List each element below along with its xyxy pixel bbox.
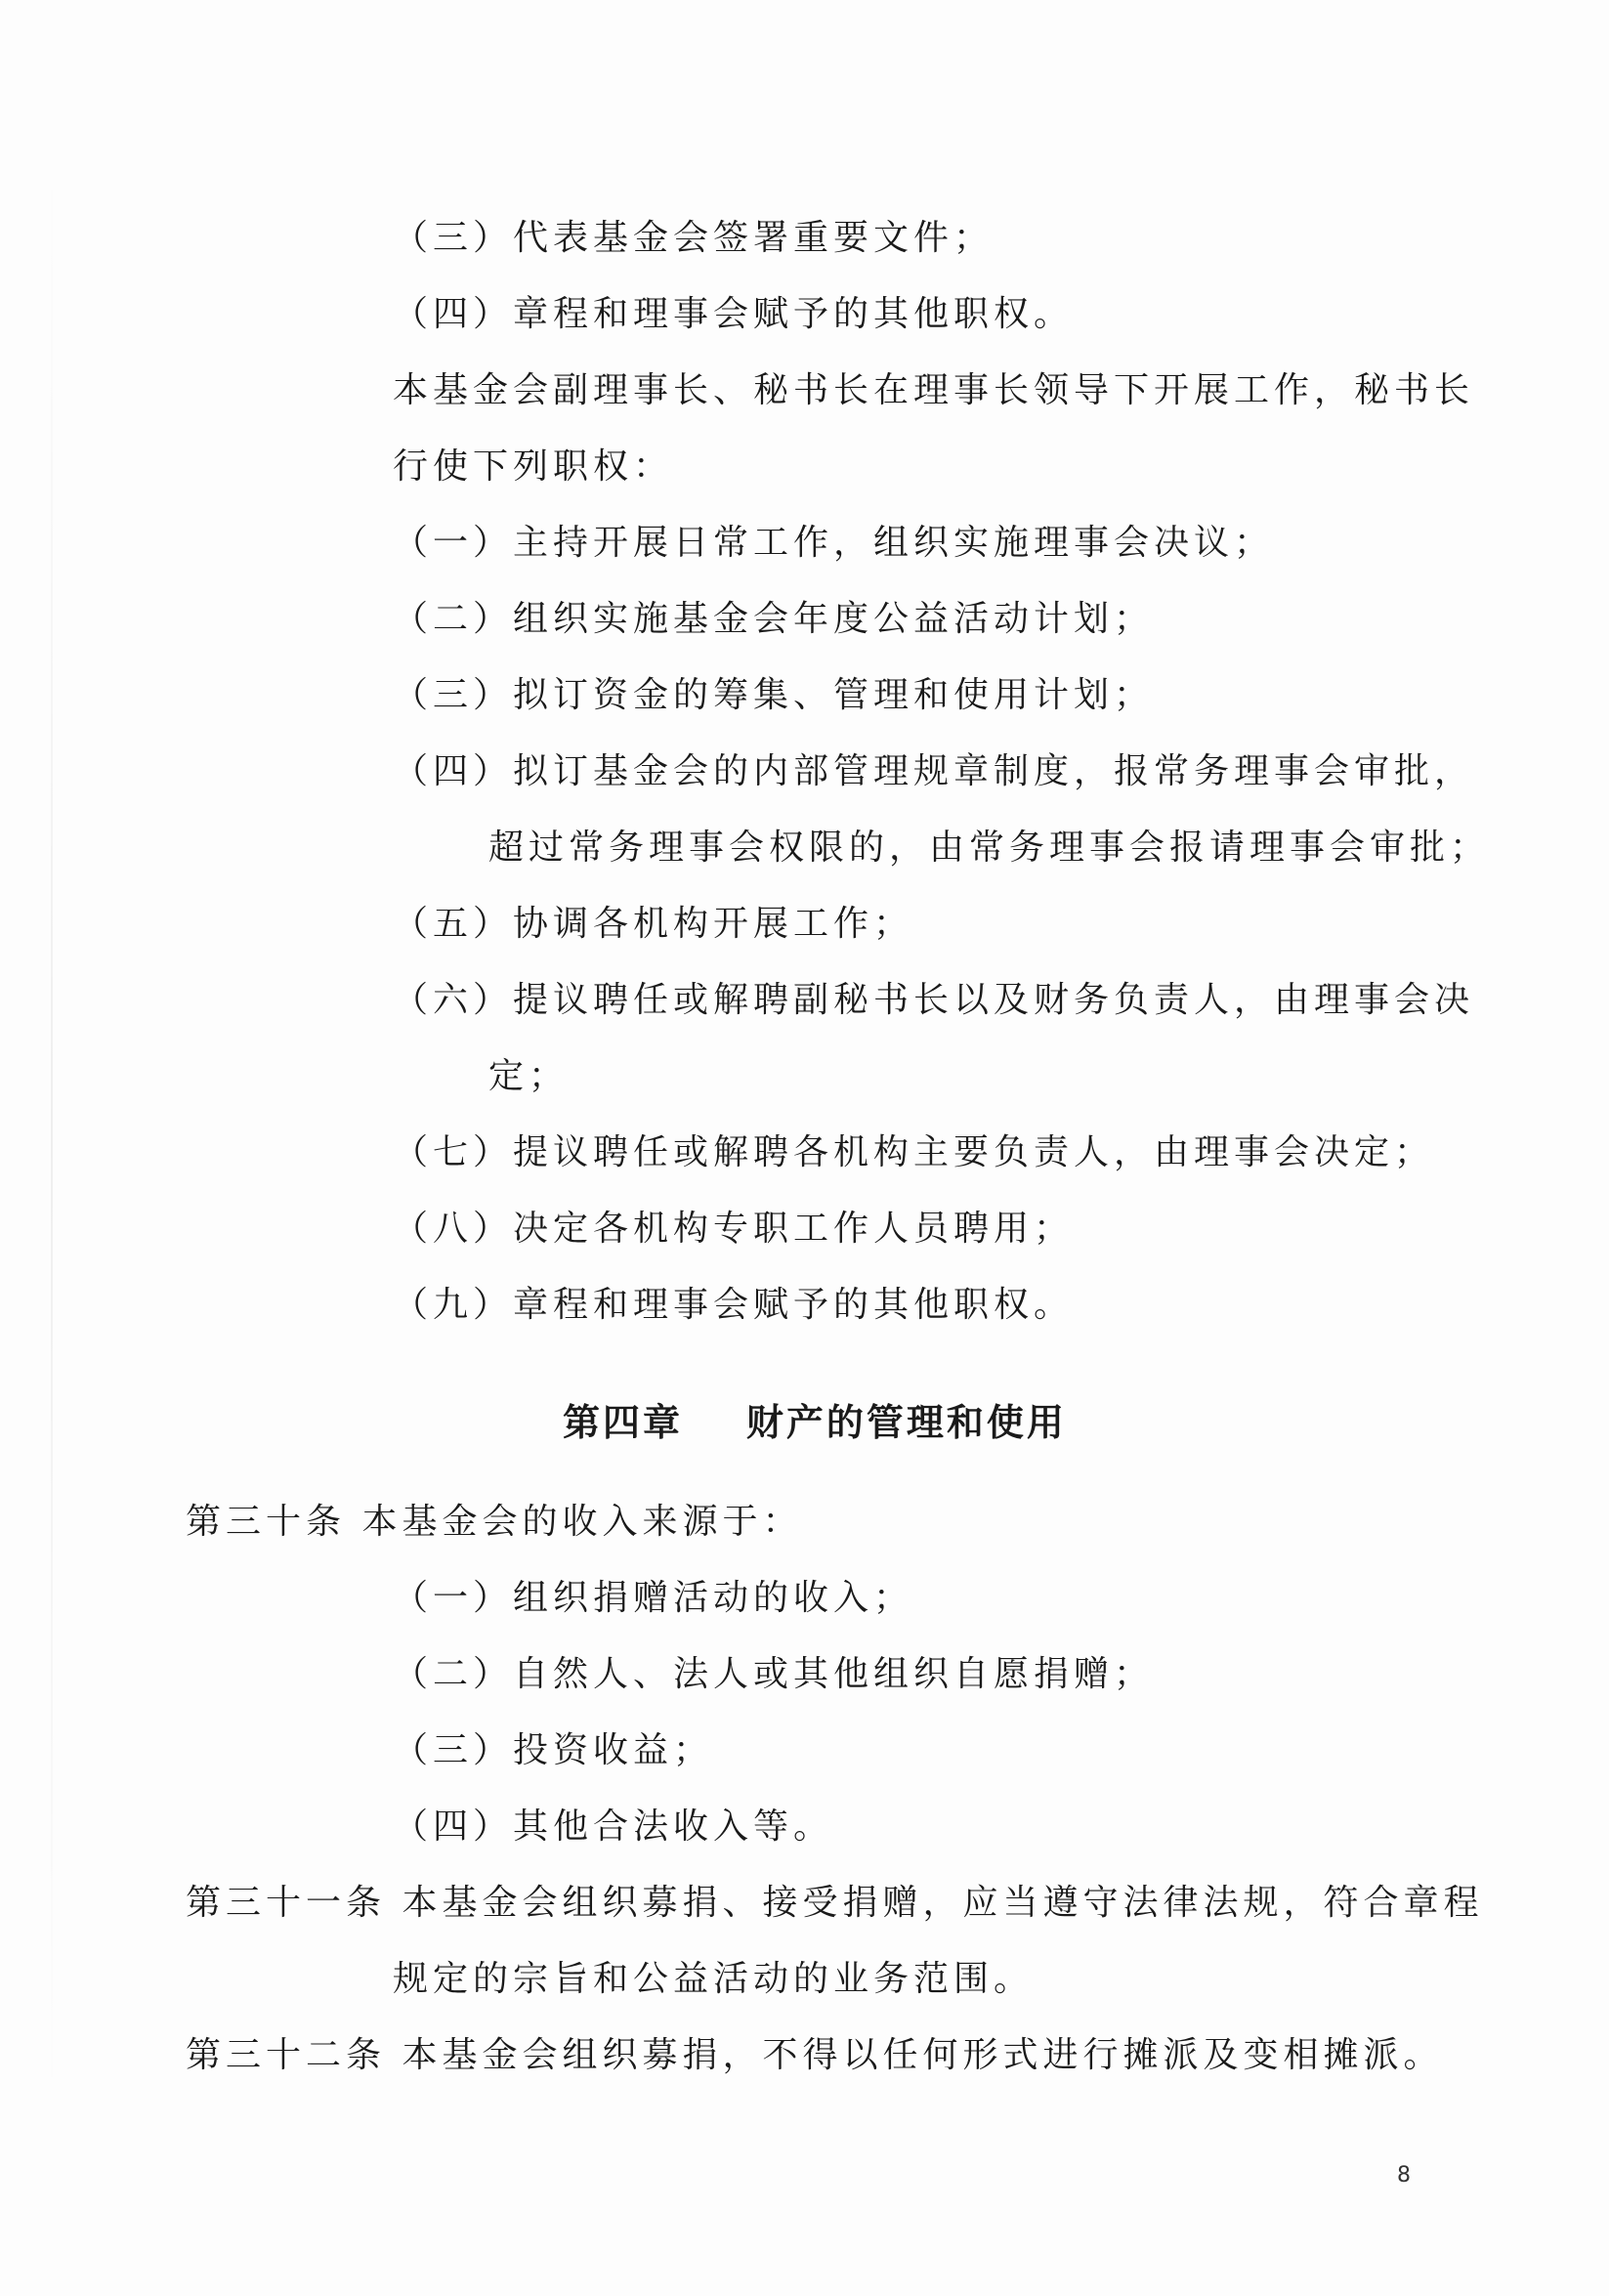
text-line: （四）章程和理事会赋予的其他职权。 <box>393 294 1075 334</box>
text-line: （五）协调各机构开展工作； <box>393 904 914 944</box>
text-line: （二）组织实施基金会年度公益活动计划； <box>393 599 1155 639</box>
article-line: 第三十二条 本基金会组织募捐，不得以任何形式进行摊派及变相摊派。 <box>186 2035 1444 2075</box>
text-line: 行使下列职权： <box>393 446 674 487</box>
text-line: （四）拟订基金会的内部管理规章制度，报常务理事会审批， <box>393 751 1475 791</box>
article-line: 规定的宗旨和公益活动的业务范围。 <box>393 1959 1035 1999</box>
text-line: （三）拟订资金的筹集、管理和使用计划； <box>393 675 1155 715</box>
article-line: （三）投资收益； <box>393 1730 714 1770</box>
page-number: 8 <box>1397 2163 1411 2188</box>
article-line: （一）组织捐赠活动的收入； <box>393 1578 914 1618</box>
text-line: 定； <box>488 1056 570 1096</box>
chapter-heading: 第四章 财产的管理和使用 <box>563 1401 1067 1444</box>
article-line: 第三十一条 本基金会组织募捐、接受捐赠，应当遵守法律法规，符合章程 <box>186 1883 1484 1923</box>
text-line: 本基金会副理事长、秘书长在理事长领导下开展工作，秘书长 <box>393 370 1475 410</box>
article-line: （二）自然人、法人或其他组织自愿捐赠； <box>393 1654 1155 1694</box>
text-line: （八）决定各机构专职工作人员聘用； <box>393 1209 1075 1249</box>
article-line: （四）其他合法收入等。 <box>393 1807 834 1847</box>
article-line: 第三十条 本基金会的收入来源于： <box>186 1502 803 1542</box>
text-line: （九）章程和理事会赋予的其他职权。 <box>393 1285 1075 1325</box>
text-line: （三）代表基金会签署重要文件； <box>393 218 995 258</box>
text-line: （七）提议聘任或解聘各机构主要负责人，由理事会决定； <box>393 1132 1435 1172</box>
text-line: （一）主持开展日常工作，组织实施理事会决议； <box>393 523 1275 563</box>
text-line: （六）提议聘任或解聘副秘书长以及财务负责人，由理事会决 <box>393 980 1475 1020</box>
scan-edge-shadow <box>51 156 53 2110</box>
text-line: 超过常务理事会权限的，由常务理事会报请理事会审批； <box>488 828 1491 868</box>
